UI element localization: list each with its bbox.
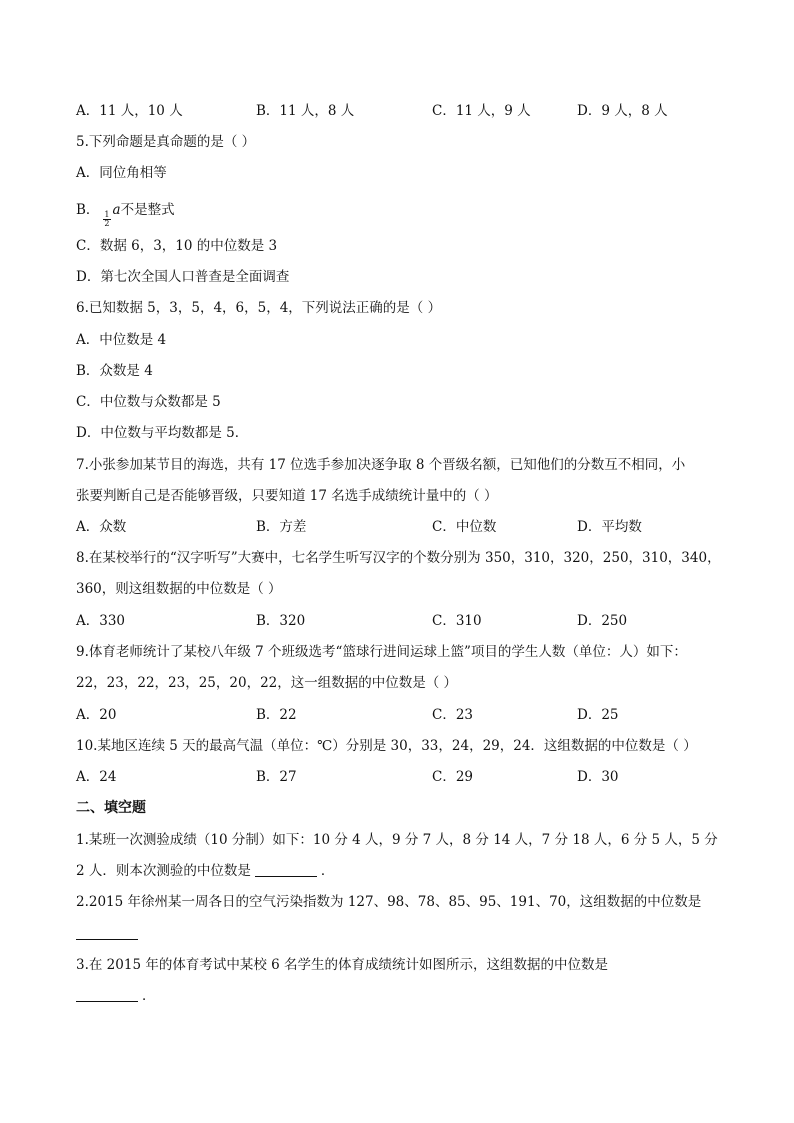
s2-q3-answer-blank[interactable] [76,987,138,1002]
q7-option-d[interactable]: D．平均数 [577,519,642,535]
q8-option-d[interactable]: D．250 [577,613,628,629]
q8-options [0,611,794,631]
s2-q3-line2 [76,986,156,1006]
s2-q1-line2-text: 2 人．则本次测验的中位数是 [76,863,251,879]
q7-stem-line2: 张要判断自己是否能够晋级，只要知道 17 名选手成绩统计量中的（ ） [76,488,498,504]
q5-stem: 5.下列命题是真命题的是（ ） [76,134,256,150]
q5-option-a[interactable]: A．同位角相等 [76,165,167,181]
q5-option-b-text: 不是整式 [120,202,175,218]
q5-option-b-prefix: B． [76,202,100,218]
q6-option-b[interactable]: B．众数是 4 [76,363,153,379]
q9-option-b[interactable]: B．22 [256,707,297,723]
q10-option-d[interactable]: D．30 [577,769,619,785]
fraction [103,211,110,228]
q10-options [0,767,794,787]
s2-q2-answer-blank[interactable] [76,939,138,940]
q4-option-b[interactable]: B．11 人，8 人 [256,103,355,119]
q9-option-c[interactable]: C．23 [432,707,474,723]
q8-option-c[interactable]: C．310 [432,613,482,629]
section-heading-fill-in: 二、填空题 [76,800,146,816]
q6-option-a[interactable]: A．中位数是 4 [76,332,167,348]
s2-q3-line1: 3.在 2015 年的体育考试中某校 6 名学生的体育成绩统计如图所示，这组数据的中位数是 [76,957,608,973]
s2-q1-answer-blank[interactable] [255,862,317,877]
q10-option-a[interactable]: A．24 [76,769,117,785]
q8-option-b[interactable]: B．320 [256,613,306,629]
q10-option-b[interactable]: B．27 [256,769,297,785]
q5-option-b[interactable] [76,200,175,228]
s2-q1-line2 [76,861,334,881]
q7-option-a[interactable]: A．众数 [76,519,127,535]
s2-q1-line1: 1.某班一次测验成绩（10 分制）如下：10 分 4 人，9 分 7 人，8 分 14 人，7 分 18 人，6 分 5 人，5 分 [76,832,718,848]
q9-options [0,705,794,725]
s2-q1-period: ． [320,863,335,879]
fraction-numerator: 1 [104,210,110,219]
q7-options [0,517,794,537]
s2-q3-period: ． [142,988,156,1004]
q10-stem: 10.某地区连续 5 天的最高气温（单位：℃）分别是 30，33，24，29，24．这组数据的中位数是（ ） [76,738,697,754]
fraction-denominator: 2 [104,219,110,228]
q7-stem-line1: 7.小张参加某节目的海选，共有 17 位选手参加决逐争取 8 个晋级名额，已知他们的分数互不相同，小 [76,457,686,473]
q9-stem-line1: 9.体育老师统计了某校八年级 7 个班级选考“篮球行进间运球上篮”项目的学生人数（单位：人）如下： [76,644,687,660]
q6-stem: 6.已知数据 5，3，5，4，6，5，4，下列说法正确的是（ ） [76,300,442,316]
q8-stem-line2: 360，则这组数据的中位数是（ ） [76,581,282,597]
q9-option-d[interactable]: D．25 [577,707,619,723]
q8-stem-line1: 8.在某校举行的“汉字听写”大赛中，七名学生听写汉字的个数分别为 350，310，320，250，310，340， [76,550,721,566]
variable-a: a [112,202,121,218]
q5-option-d[interactable]: D．第七次全国人口普查是全面调查 [76,269,290,285]
s2-q2-line1: 2.2015 年徐州某一周各日的空气污染指数为 127、98、78、85、95、191、70，这组数据的中位数是 [76,894,702,910]
q7-option-c[interactable]: C．中位数 [432,519,497,535]
q7-option-b[interactable]: B．方差 [256,519,307,535]
q4-option-d[interactable]: D．9 人，8 人 [577,103,668,119]
q5-option-c[interactable]: C．数据 6，3，10 的中位数是 3 [76,238,278,254]
q4-option-a[interactable]: A．11 人，10 人 [76,103,183,119]
q6-option-c[interactable]: C．中位数与众数都是 5 [76,394,221,410]
q9-option-a[interactable]: A．20 [76,707,117,723]
q10-option-c[interactable]: C．29 [432,769,474,785]
q6-option-d[interactable]: D．中位数与平均数都是 5． [76,425,249,441]
q9-stem-line2: 22，23，22，23，25，20，22，这一组数据的中位数是（ ） [76,675,458,691]
q4-options [0,101,794,121]
q8-option-a[interactable]: A．330 [76,613,126,629]
q4-option-c[interactable]: C．11 人，9 人 [432,103,531,119]
